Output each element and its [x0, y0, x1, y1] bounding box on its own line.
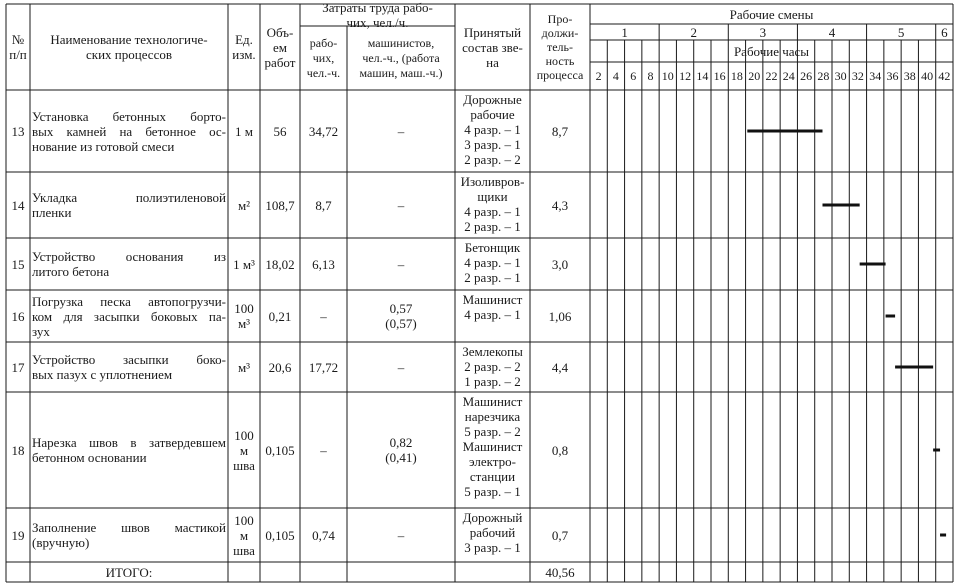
row-duration: [532, 309, 588, 324]
header-duration-line: должи-: [541, 26, 579, 40]
row-duration: [532, 198, 588, 213]
header-hour-20: [746, 69, 763, 84]
row-crew-line: станции: [469, 469, 516, 484]
header-name: [32, 32, 226, 62]
header-hour-12: [676, 69, 693, 84]
row-volume-line: 108,7: [265, 197, 295, 213]
header-volume-line: ем: [273, 39, 287, 55]
header-unit-line: Ед.: [235, 32, 253, 47]
row-crew-line: Изоливров-: [460, 174, 525, 189]
header-hour-32-line: 32: [851, 68, 864, 83]
row-num: [8, 257, 28, 272]
row-num-line: 19: [11, 527, 25, 543]
header-duration-line: тель-: [546, 40, 574, 54]
row-unit-line: 100: [234, 427, 254, 443]
row-crew-line: Дорожные: [463, 92, 522, 107]
row-num: [8, 360, 28, 375]
row-name-line: Погрузка песка автопогрузчи-: [32, 293, 226, 309]
row-duration-line: 0,7: [551, 527, 569, 543]
row-workers-line: 8,7: [315, 197, 332, 213]
header-num: [8, 32, 28, 62]
row-crew-line: 2 разр. – 1: [464, 219, 521, 234]
row-crew-line: 4 разр. – 1: [464, 307, 521, 322]
row-volume-line: 20,6: [268, 359, 292, 375]
header-hour-6-line: 6: [630, 68, 637, 83]
row-crew-line: рабочий: [469, 525, 516, 540]
row-duration: [532, 257, 588, 272]
row-workers-line: 0,74: [312, 527, 335, 543]
header-duration-line: ность: [545, 54, 575, 68]
row-num-line: 18: [11, 442, 25, 458]
row-workers-line: 34,72: [308, 123, 339, 139]
header-shift-4-line: 4: [828, 24, 836, 40]
row-unit-line: м²: [237, 197, 251, 213]
row-machinists: [349, 528, 453, 543]
header-hour-38: [901, 69, 918, 84]
row-num-line: 14: [11, 197, 25, 213]
row-duration-line: 1,06: [548, 308, 572, 324]
header-shift-6: [938, 25, 951, 40]
header-hour-40-line: 40: [921, 68, 934, 83]
header-labor-machinists-line: машинистов,: [367, 35, 435, 50]
header-num-line: №: [11, 32, 25, 47]
row-crew-line: рабочие: [470, 107, 515, 122]
row-num-line: 17: [11, 359, 25, 375]
row-crew-line: 4 разр. – 1: [464, 204, 521, 219]
row-crew: [457, 240, 528, 285]
row-crew-line: 2 разр. – 1: [464, 270, 521, 285]
header-hour-24: [780, 69, 797, 84]
row-unit-line: м³: [237, 359, 251, 375]
header-shift-1-line: 1: [621, 24, 628, 40]
row-volume: [262, 124, 298, 139]
header-shifts-title-line: Рабочие смены: [729, 6, 814, 22]
total-duration: [532, 565, 588, 580]
row-volume-line: 0,105: [265, 527, 295, 543]
total-label: [32, 565, 226, 580]
header-hour-18-line: 18: [730, 68, 743, 83]
header-shift-2: [661, 25, 726, 40]
header-hours-title: [592, 44, 951, 59]
row-crew: [457, 292, 528, 322]
header-hour-30: [832, 69, 849, 84]
header-num-line: п/п: [9, 47, 27, 62]
header-hour-16-line: 16: [713, 68, 726, 83]
row-name: [32, 249, 226, 279]
header-crew-line: на: [486, 54, 499, 70]
row-crew-line: Машинист: [462, 439, 523, 454]
row-crew-line: Машинист: [462, 394, 523, 409]
row-volume: [262, 360, 298, 375]
row-name-line: ком для засыпки боковых па-: [32, 308, 226, 324]
row-num: [8, 309, 28, 324]
header-unit: [230, 32, 258, 62]
row-workers: [302, 443, 345, 458]
row-machinists-line: –: [397, 527, 405, 543]
row-unit-line: м: [239, 442, 249, 458]
header-shift-3-line: 3: [759, 24, 767, 40]
row-machinists-line: (0,57): [385, 316, 417, 331]
header-volume: [262, 25, 298, 70]
header-hour-42: [936, 69, 953, 84]
header-labor-machinists-line: машин, маш.-ч.): [359, 65, 443, 80]
total-label-line: ИТОГО:: [105, 564, 153, 580]
row-name-line: Нарезка швов в затвердевшем: [32, 435, 226, 450]
row-volume: [262, 309, 298, 324]
row-crew-line: Бетонщик: [464, 240, 521, 255]
row-num-line: 16: [11, 308, 25, 324]
header-shift-6-line: 6: [941, 24, 948, 40]
row-num: [8, 198, 28, 213]
header-shift-5-line: 5: [897, 24, 905, 40]
row-name: [32, 109, 226, 154]
header-duration-line: процесса: [536, 68, 584, 82]
header-hour-34-line: 34: [869, 68, 882, 83]
row-unit: [230, 360, 258, 375]
header-unit-line: изм.: [232, 47, 256, 62]
header-labor-workers: [302, 36, 345, 81]
header-shift-5: [869, 25, 934, 40]
row-duration: [532, 443, 588, 458]
row-machinists-line: –: [397, 123, 405, 139]
row-volume-line: 0,105: [265, 442, 295, 458]
row-duration-line: 8,7: [551, 123, 569, 139]
header-labor-title-line: чих, чел./ч.: [346, 15, 409, 30]
header-shift-4: [799, 25, 864, 40]
row-crew-line: 3 разр. – 1: [464, 137, 521, 152]
header-labor-title: [302, 0, 453, 30]
header-hour-30-line: 30: [834, 68, 847, 83]
row-unit-line: м: [239, 527, 249, 543]
row-machinists: [349, 124, 453, 139]
row-crew-line: 3 разр. – 1: [464, 540, 521, 555]
row-name-line: литого бетона: [32, 264, 110, 279]
row-name-line: нование из готовой смеси: [32, 138, 175, 154]
row-volume: [262, 528, 298, 543]
header-hour-6: [625, 69, 642, 84]
row-duration-line: 3,0: [551, 256, 569, 272]
header-hour-2: [590, 69, 607, 84]
row-crew-line: электро-: [469, 454, 516, 469]
row-workers-line: –: [320, 442, 327, 458]
header-hour-36-line: 36: [886, 68, 899, 83]
header-labor-title-line: Затраты труда рабо-: [322, 0, 433, 15]
header-hour-22-line: 22: [765, 68, 778, 83]
row-unit: [230, 198, 258, 213]
row-workers: [302, 360, 345, 375]
header-shifts-title: [592, 7, 951, 22]
header-crew: [457, 25, 528, 70]
row-workers-line: –: [320, 308, 327, 324]
header-hour-40: [918, 69, 935, 84]
header-duration: [532, 12, 588, 82]
header-hour-34: [867, 69, 884, 84]
header-hour-42-line: 42: [938, 68, 951, 83]
header-hour-18: [728, 69, 745, 84]
header-hour-10: [659, 69, 676, 84]
header-volume-line: работ: [264, 54, 296, 70]
row-name-line: Устройство основания из: [32, 249, 226, 264]
header-labor-workers-line: чел.-ч.: [306, 65, 341, 80]
row-duration-line: 4,3: [551, 197, 569, 213]
row-crew: [457, 344, 528, 389]
row-machinists: [349, 301, 453, 331]
row-name: [32, 435, 226, 465]
row-crew: [457, 174, 528, 234]
row-volume: [262, 198, 298, 213]
row-machinists: [349, 257, 453, 272]
row-workers: [302, 257, 345, 272]
row-workers: [302, 528, 345, 543]
header-hour-32: [849, 69, 866, 84]
row-name: [32, 352, 226, 382]
header-shift-2-line: 2: [690, 24, 697, 40]
row-unit-line: 1 м³: [233, 256, 255, 272]
row-volume-line: 18,02: [265, 256, 295, 272]
row-crew: [457, 92, 528, 167]
row-duration: [532, 360, 588, 375]
row-volume-line: 56: [273, 123, 287, 139]
header-labor-machinists: [349, 36, 453, 81]
row-crew-line: щики: [477, 189, 508, 204]
row-crew-line: Дорожный: [462, 510, 523, 525]
row-machinists: [349, 360, 453, 375]
header-hours-title-line: Рабочие часы: [733, 43, 810, 59]
header-hour-20-line: 20: [748, 68, 761, 83]
header-hour-22: [763, 69, 780, 84]
header-name-line: ских процессов: [86, 47, 172, 62]
row-duration: [532, 124, 588, 139]
row-machinists-line: 0,82: [389, 435, 413, 450]
header-hour-26-line: 26: [800, 68, 813, 83]
header-labor-machinists-line: чел.-ч., (работа: [362, 50, 440, 65]
row-machinists: [349, 198, 453, 213]
row-workers-line: 6,13: [312, 256, 335, 272]
header-crew-line: состав зве-: [462, 39, 523, 55]
header-crew-line: Принятый: [463, 24, 522, 40]
total-duration-line: 40,56: [545, 564, 575, 580]
row-name-line: Установка бетонных борто-: [32, 108, 226, 124]
header-shift-1: [592, 25, 657, 40]
row-name-line: Устройство засыпки боко-: [32, 352, 226, 367]
header-hour-28: [815, 69, 832, 84]
row-volume: [262, 257, 298, 272]
row-machinists-line: –: [397, 359, 405, 375]
header-hour-24-line: 24: [782, 68, 795, 83]
row-machinists-line: –: [397, 256, 405, 272]
row-duration: [532, 528, 588, 543]
row-name-line: пленки: [32, 205, 72, 220]
row-workers: [302, 198, 345, 213]
row-name-line: вых пазух с уплотнением: [32, 367, 173, 382]
row-unit-line: 100: [234, 512, 254, 528]
row-crew-line: Землекопы: [462, 344, 523, 359]
header-labor-workers-line: рабо-: [309, 35, 338, 50]
header-hour-14-line: 14: [696, 68, 709, 83]
row-duration-line: 0,8: [551, 442, 569, 458]
row-workers-line: 17,72: [308, 359, 339, 375]
row-name-line: зух: [32, 323, 50, 339]
row-name: [32, 190, 226, 220]
row-volume: [262, 443, 298, 458]
row-unit-line: шва: [233, 457, 255, 473]
header-hour-28-line: 28: [817, 68, 830, 83]
header-hour-8: [642, 69, 659, 84]
row-name-line: (вручную): [32, 535, 90, 550]
row-name: [32, 294, 226, 339]
row-num-line: 15: [11, 256, 25, 272]
header-hour-4-line: 4: [612, 68, 619, 83]
row-machinists-line: (0,41): [385, 450, 417, 465]
row-unit: [230, 513, 258, 558]
row-num: [8, 528, 28, 543]
header-labor-workers-line: чих,: [312, 50, 335, 65]
header-hour-10-line: 10: [661, 68, 674, 83]
row-name-line: Укладка полиэтиленовой: [32, 190, 226, 205]
row-machinists: [349, 435, 453, 465]
header-name-line: Наименование технологиче-: [50, 32, 208, 47]
row-unit: [230, 301, 258, 331]
row-unit: [230, 124, 258, 139]
row-unit: [230, 428, 258, 473]
row-unit-line: 1 м: [235, 123, 253, 139]
row-crew-line: 1 разр. – 2: [464, 374, 521, 389]
header-hour-36: [884, 69, 901, 84]
header-duration-line: Про-: [547, 12, 573, 26]
header-hour-2-line: 2: [595, 68, 602, 83]
row-workers: [302, 124, 345, 139]
header-volume-line: Объ-: [266, 24, 294, 40]
row-crew: [457, 510, 528, 555]
row-crew-line: Машинист: [462, 292, 523, 307]
row-machinists-line: –: [397, 197, 405, 213]
row-crew-line: 2 разр. – 2: [464, 152, 521, 167]
row-crew-line: 4 разр. – 1: [464, 122, 521, 137]
row-unit-line: м³: [237, 316, 251, 331]
row-num: [8, 124, 28, 139]
header-hour-16: [711, 69, 728, 84]
header-hour-14: [694, 69, 711, 84]
row-unit: [230, 257, 258, 272]
row-crew: [457, 394, 528, 499]
row-crew-line: 2 разр. – 2: [464, 359, 521, 374]
header-hour-12-line: 12: [679, 68, 692, 83]
row-name-line: вых камней на бетонное ос-: [32, 123, 226, 139]
row-crew-line: 5 разр. – 1: [464, 484, 521, 499]
header-shift-3: [730, 25, 795, 40]
row-name-line: бетонном основании: [32, 450, 147, 465]
row-num-line: 13: [11, 123, 25, 139]
header-hour-4: [607, 69, 624, 84]
row-crew-line: 4 разр. – 1: [464, 255, 521, 270]
header-hour-8-line: 8: [647, 68, 654, 83]
row-volume-line: 0,21: [268, 308, 292, 324]
row-unit-line: шва: [233, 542, 255, 558]
row-duration-line: 4,4: [551, 359, 569, 375]
row-crew-line: нарезчика: [464, 409, 521, 424]
row-workers: [302, 309, 345, 324]
header-hour-38-line: 38: [903, 68, 916, 83]
row-num: [8, 443, 28, 458]
row-unit-line: 100: [234, 301, 254, 316]
row-machinists-line: 0,57: [389, 301, 413, 316]
header-hour-26: [797, 69, 814, 84]
row-name: [32, 520, 226, 550]
row-crew-line: 5 разр. – 2: [464, 424, 521, 439]
row-name-line: Заполнение швов мастикой: [32, 520, 226, 535]
